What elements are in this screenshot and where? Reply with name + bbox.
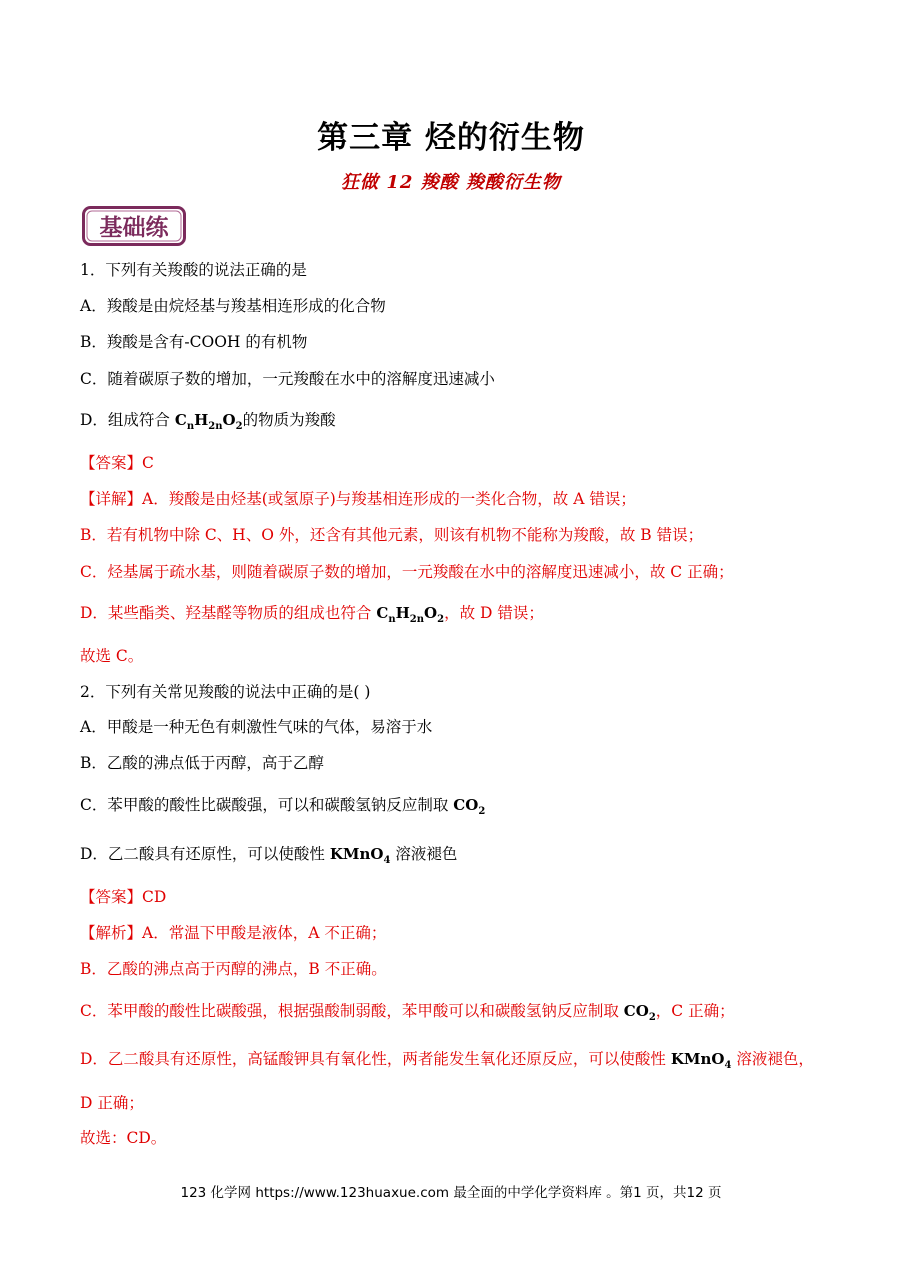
q1-conclusion: 故选 C。 <box>80 647 144 665</box>
q1-answer: 【答案】C <box>80 454 154 472</box>
page-footer: 123 化学网 https://www.123huaxue.com 最全面的中学化学资料库 。第1 页，共12 页 <box>180 1185 722 1201</box>
formula-kmno4: KMnO$_4$ <box>329 845 391 866</box>
q2-answer: 【答案】CD <box>80 888 167 906</box>
q2-option-a: A．甲酸是一种无色有刺激性气味的气体，易溶于水 <box>80 718 433 736</box>
page-subtitle: 狂做 12 羧酸 羧酸衍生物 <box>341 172 561 193</box>
q1-option-a: A．羧酸是由烷烃基与羧基相连形成的化合物 <box>80 297 386 315</box>
page-title: 第三章 烃的衍生物 <box>317 120 585 156</box>
q2-explanation-d-cont: D 正确； <box>80 1094 144 1112</box>
section-badge-label: 基础练 <box>99 215 169 241</box>
q1-option-d: D．组成符合 $C_nH_{2n}O_2$的物质为羧酸 <box>80 411 336 432</box>
q2-option-d: D．乙二酸具有还原性，可以使酸性 KMnO$_4$ 溶液褪色 <box>80 845 458 866</box>
q1-explanation-a: 【详解】A．羧酸是由烃基(或氢原子)与羧基相连形成的一类化合物，故 A 错误； <box>80 490 636 508</box>
q1-stem: 1．下列有关羧酸的说法正确的是 <box>80 261 307 279</box>
section-badge <box>82 206 186 246</box>
q2-option-c: C．苯甲酸的酸性比碳酸强，可以和碳酸氢钠反应制取 $CO_2$ <box>80 796 486 817</box>
q2-explanation-d: D．乙二酸具有还原性，高锰酸钾具有氧化性，两者能发生氧化还原反应，可以使酸性 KMnO$_4$ 溶液褪色， <box>80 1050 814 1071</box>
q1-option-c: C．随着碳原子数的增加，一元羧酸在水中的溶解度迅速减小 <box>80 370 495 388</box>
q2-stem: 2．下列有关常见羧酸的说法中正确的是( ) <box>80 683 371 701</box>
q1-explanation-c: C．烃基属于疏水基，则随着碳原子数的增加，一元羧酸在水中的溶解度迅速减小，故 C 正确； <box>80 563 734 581</box>
formula-co2: $CO_2$ <box>453 796 486 817</box>
formula-cnh2no2: $C_nH_{2n}O_2$ <box>174 411 243 432</box>
q2-explanation-a: 【解析】A．常温下甲酸是液体，A 不正确； <box>80 924 387 942</box>
q2-option-b: B．乙酸的沸点低于丙醇，高于乙醇 <box>80 754 324 772</box>
q2-explanation-c: C．苯甲酸的酸性比碳酸强，根据强酸制弱酸，苯甲酸可以和碳酸氢钠反应制取 $CO_2$，C 正确； <box>80 1002 735 1023</box>
q1-explanation-d: D．某些酯类、羟基醛等物质的组成也符合 $C_nH_{2n}O_2$，故 D 错误； <box>80 604 544 625</box>
q1-explanation-b: B．若有机物中除 C、H、O 外，还含有其他元素，则该有机物不能称为羧酸，故 B 错误； <box>80 526 704 544</box>
q1-option-b: B．羧酸是含有-COOH 的有机物 <box>80 333 308 351</box>
q2-explanation-b: B．乙酸的沸点高于丙醇的沸点，B 不正确。 <box>80 960 387 978</box>
q2-conclusion: 故选：CD。 <box>80 1129 167 1147</box>
